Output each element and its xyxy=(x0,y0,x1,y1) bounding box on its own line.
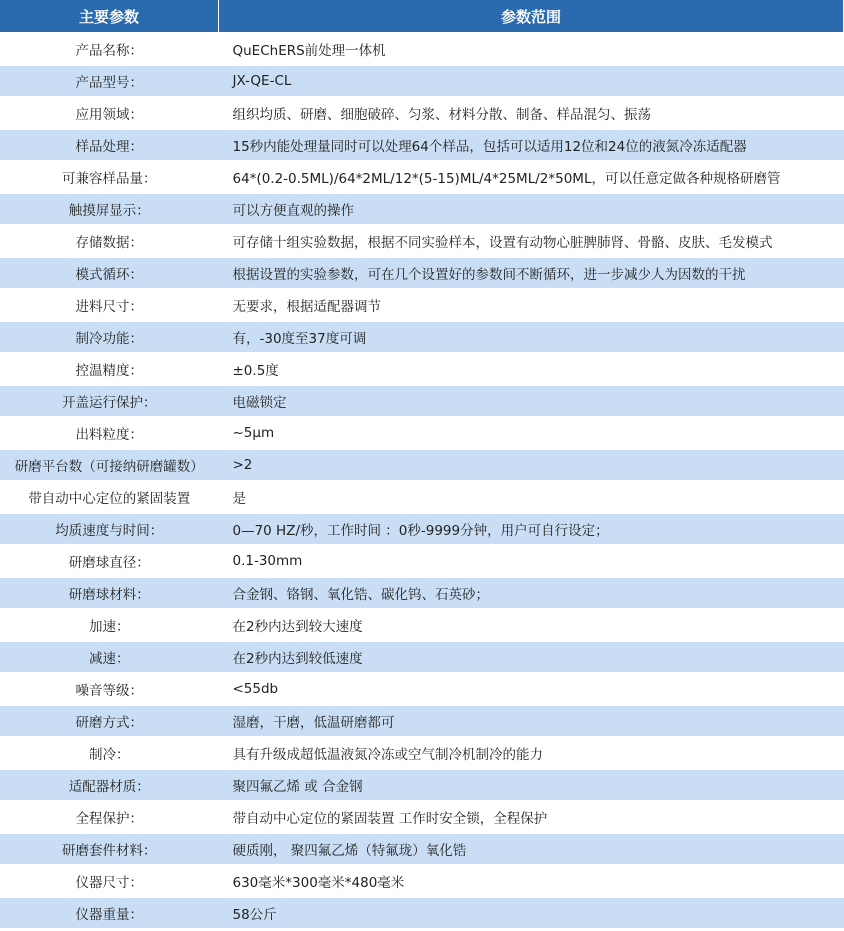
param-name: 应用领域： xyxy=(0,97,219,129)
param-value: 硬质刚， 聚四氟乙烯（特氟珑）氧化锆 xyxy=(219,833,844,865)
param-name: 仪器尺寸： xyxy=(0,865,219,897)
param-value: 0.1-30mm xyxy=(219,545,844,577)
table-row xyxy=(0,353,844,385)
param-value: 15秒内能处理量同时可以处理64个样品，包括可以适用12位和24位的液氮冷冻适配器 xyxy=(219,129,844,161)
param-value: 根据设置的实验参数，可在几个设置好的参数间不断循环，进一步减少人为因数的干扰 xyxy=(219,257,844,289)
param-value: 具有升级成超低温液氮冷冻或空气制冷机制冷的能力 xyxy=(219,737,844,769)
table-row xyxy=(0,33,844,65)
param-name: 样品处理： xyxy=(0,129,219,161)
table-row xyxy=(0,65,844,97)
param-name: 制冷： xyxy=(0,737,219,769)
param-name: 仪器重量： xyxy=(0,897,219,928)
table-row xyxy=(0,513,844,545)
param-value: ~5μm xyxy=(219,417,844,449)
param-name: 制冷功能： xyxy=(0,321,219,353)
param-name: 研磨套件材料： xyxy=(0,833,219,865)
param-value: 630毫米*300毫米*480毫米 xyxy=(219,865,844,897)
table-row xyxy=(0,481,844,513)
param-name: 可兼容样品量： xyxy=(0,161,219,193)
param-name: 存储数据： xyxy=(0,225,219,257)
param-name: 适配器材质： xyxy=(0,769,219,801)
table-row xyxy=(0,321,844,353)
param-value: 聚四氟乙烯 或 合金钢 xyxy=(219,769,844,801)
param-name: 产品型号： xyxy=(0,65,219,97)
table-row xyxy=(0,257,844,289)
table-header-row xyxy=(0,0,844,33)
param-value: 可以方便直观的操作 xyxy=(219,193,844,225)
param-value: 无要求，根据适配器调节 xyxy=(219,289,844,321)
param-value: 0—70 HZ/秒，工作时间 ：0秒-9999分钟，用户可自行设定； xyxy=(219,513,844,545)
param-name: 进料尺寸： xyxy=(0,289,219,321)
param-name: 模式循环： xyxy=(0,257,219,289)
param-value: JX-QE-CL xyxy=(219,65,844,97)
table-row xyxy=(0,545,844,577)
param-name: 研磨球直径： xyxy=(0,545,219,577)
table-row xyxy=(0,289,844,321)
table-row xyxy=(0,225,844,257)
param-name: 带自动中心定位的紧固装置 xyxy=(0,481,219,513)
table-row xyxy=(0,801,844,833)
param-value: 带自动中心定位的紧固装置 工作时安全锁，全程保护 xyxy=(219,801,844,833)
table-row xyxy=(0,577,844,609)
table-row xyxy=(0,97,844,129)
param-value: 合金钢、铬钢、氧化锆、碳化钨、石英砂； xyxy=(219,577,844,609)
param-name: 研磨球材料： xyxy=(0,577,219,609)
table-row xyxy=(0,417,844,449)
param-name: 研磨方式： xyxy=(0,705,219,737)
table-row xyxy=(0,161,844,193)
param-value: 有，-30度至37度可调 xyxy=(219,321,844,353)
param-value: <55db xyxy=(219,673,844,705)
table-row xyxy=(0,449,844,481)
table-row xyxy=(0,705,844,737)
param-name: 全程保护： xyxy=(0,801,219,833)
param-name: 开盖运行保护： xyxy=(0,385,219,417)
param-value: 电磁锁定 xyxy=(219,385,844,417)
param-value: 58公斤 xyxy=(219,897,844,928)
param-value: 在2秒内达到较大速度 xyxy=(219,609,844,641)
param-value: 是 xyxy=(219,481,844,513)
param-name: 控温精度： xyxy=(0,353,219,385)
table-body xyxy=(0,33,844,928)
param-value: ±0.5度 xyxy=(219,353,844,385)
table-row xyxy=(0,385,844,417)
param-value: 64*(0.2-0.5ML)/64*2ML/12*(5-15)ML/4*25ML/2*50ML，可以任意定做各种规格研磨管 xyxy=(219,161,844,193)
table-row xyxy=(0,769,844,801)
table-row xyxy=(0,609,844,641)
param-value: >2 xyxy=(219,449,844,481)
table-row xyxy=(0,737,844,769)
table-row xyxy=(0,833,844,865)
header-range: 参数范围 xyxy=(219,0,844,33)
param-value: 组织均质、研磨、细胞破碎、匀浆、材料分散、制备、样品混匀、振荡 xyxy=(219,97,844,129)
param-name: 减速： xyxy=(0,641,219,673)
param-value: 在2秒内达到较低速度 xyxy=(219,641,844,673)
param-value: QuEChERS前处理一体机 xyxy=(219,33,844,65)
header-param: 主要参数 xyxy=(0,0,219,33)
param-name: 加速： xyxy=(0,609,219,641)
param-name: 研磨平台数（可接纳研磨罐数） xyxy=(0,449,219,481)
table-row xyxy=(0,865,844,897)
param-value: 湿磨，干磨，低温研磨都可 xyxy=(219,705,844,737)
param-name: 均质速度与时间： xyxy=(0,513,219,545)
param-value: 可存储十组实验数据，根据不同实验样本，设置有动物心脏脾肺肾、骨骼、皮肤、毛发模式 xyxy=(219,225,844,257)
param-name: 触摸屏显示： xyxy=(0,193,219,225)
table-row xyxy=(0,129,844,161)
table-row xyxy=(0,641,844,673)
table-row xyxy=(0,193,844,225)
param-name: 产品名称： xyxy=(0,33,219,65)
table-row xyxy=(0,897,844,928)
table-row xyxy=(0,673,844,705)
param-name: 噪音等级： xyxy=(0,673,219,705)
param-name: 出料粒度： xyxy=(0,417,219,449)
